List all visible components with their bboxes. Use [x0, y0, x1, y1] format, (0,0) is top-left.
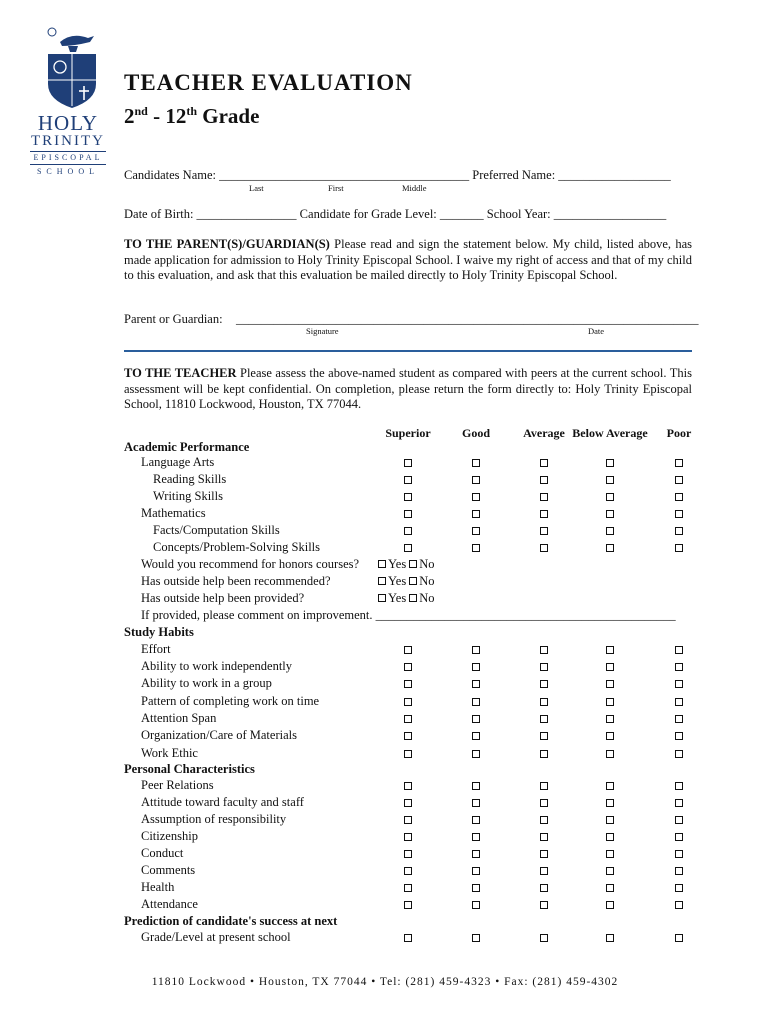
- grade-to-suffix: th: [186, 104, 198, 118]
- rating-checkbox-average[interactable]: [540, 799, 548, 807]
- rating-checkbox-below-average[interactable]: [606, 850, 614, 858]
- rating-checkbox-average[interactable]: [540, 732, 548, 740]
- row-label: Health: [141, 880, 175, 894]
- rating-checkbox-poor[interactable]: [675, 459, 683, 467]
- row-label: Reading Skills: [153, 472, 227, 486]
- row-label: Would you recommend for honors courses?: [141, 557, 360, 571]
- rating-checkbox-good[interactable]: [472, 476, 480, 484]
- rating-checkbox-good[interactable]: [472, 782, 480, 790]
- rating-checkbox-poor[interactable]: [675, 850, 683, 858]
- parent-text: Please read and sign the statement below. My child, listed above, has made application for admission to Holy Trinity Episcopal School. I waive my right of access and that of my child to this evaluation, and ask that this evaluation be mailed directly to Holy Trinity Episcopal School.: [124, 237, 693, 282]
- row-label: Concepts/Problem-Solving Skills: [153, 540, 321, 554]
- middle-name-caption: Middle: [402, 183, 427, 193]
- yes-no-options: [378, 574, 434, 589]
- rating-checkbox-poor[interactable]: [675, 476, 683, 484]
- dob-grade-year-field[interactable]: Date of Birth: ________________ Candidate for Grade Level: _______ School Year: __________________: [124, 207, 667, 221]
- rating-checkbox-average[interactable]: [540, 934, 548, 942]
- row-label: Has outside help been provided?: [141, 591, 305, 605]
- rating-checkbox-superior[interactable]: [404, 934, 412, 942]
- rating-checkbox-poor[interactable]: [675, 799, 683, 807]
- teacher-text: Please assess the above-named student as compared with peers at the current school. This assessment will be kept confidential. On completion, please return the form directly to: Holy Trinity Episcopal School, 11810 Lockwood, Houston, TX 77044.: [124, 366, 692, 411]
- date-caption: Date: [588, 326, 605, 336]
- school-name-episcopal: EPISCOPAL: [30, 151, 106, 165]
- rating-checkbox-average[interactable]: [540, 901, 548, 909]
- row-label: Attention Span: [141, 711, 217, 725]
- rating-checkbox-superior[interactable]: [404, 646, 412, 654]
- rating-checkbox-good[interactable]: [472, 715, 480, 723]
- rating-checkbox-good[interactable]: [472, 663, 480, 671]
- rating-checkbox-below-average[interactable]: [606, 663, 614, 671]
- row-label: Grade/Level at present school: [141, 930, 291, 944]
- yes-checkbox[interactable]: [378, 560, 386, 568]
- rating-checkbox-below-average[interactable]: [606, 698, 614, 706]
- row-label: Mathematics: [141, 506, 206, 520]
- rating-checkbox-below-average[interactable]: [606, 934, 614, 942]
- parent-statement: [124, 237, 692, 284]
- rating-checkbox-superior[interactable]: [404, 510, 412, 518]
- rating-checkbox-below-average[interactable]: [606, 493, 614, 501]
- rating-checkbox-below-average[interactable]: [606, 476, 614, 484]
- rating-checkbox-poor[interactable]: [675, 715, 683, 723]
- no-checkbox[interactable]: [409, 577, 417, 585]
- rating-checkbox-good[interactable]: [472, 732, 480, 740]
- row-label[interactable]: If provided, please comment on improvement. ________________________________________________: [141, 608, 676, 622]
- rating-checkbox-poor[interactable]: [675, 833, 683, 841]
- rating-checkbox-superior[interactable]: [404, 782, 412, 790]
- rating-checkbox-average[interactable]: [540, 663, 548, 671]
- school-name-trinity: TRINITY: [31, 133, 105, 149]
- rating-checkbox-below-average[interactable]: [606, 732, 614, 740]
- rating-checkbox-superior[interactable]: [404, 816, 412, 824]
- yes-label: Yes: [388, 557, 407, 571]
- rating-checkbox-poor[interactable]: [675, 680, 683, 688]
- last-name-caption: Last: [249, 183, 264, 193]
- rating-checkbox-superior[interactable]: [404, 544, 412, 552]
- rating-checkbox-poor[interactable]: [675, 816, 683, 824]
- yes-no-options: [378, 591, 434, 606]
- rating-checkbox-superior[interactable]: [404, 663, 412, 671]
- rating-checkbox-below-average[interactable]: [606, 867, 614, 875]
- parent-heading: TO THE PARENT(S)/GUARDIAN(S): [124, 237, 330, 251]
- school-name-holy: HOLY: [37, 111, 99, 135]
- rating-checkbox-average[interactable]: [540, 459, 548, 467]
- rating-checkbox-good[interactable]: [472, 646, 480, 654]
- rating-checkbox-poor[interactable]: [675, 527, 683, 535]
- rating-checkbox-poor[interactable]: [675, 732, 683, 740]
- rating-checkbox-good[interactable]: [472, 884, 480, 892]
- rating-checkbox-poor[interactable]: [675, 646, 683, 654]
- rating-checkbox-good[interactable]: [472, 934, 480, 942]
- rating-checkbox-good[interactable]: [472, 833, 480, 841]
- rating-checkbox-average[interactable]: [540, 884, 548, 892]
- rating-checkbox-good[interactable]: [472, 510, 480, 518]
- rating-checkbox-average[interactable]: [540, 510, 548, 518]
- rating-checkbox-superior[interactable]: [404, 459, 412, 467]
- rating-checkbox-good[interactable]: [472, 799, 480, 807]
- rating-checkbox-below-average[interactable]: [606, 799, 614, 807]
- rating-checkbox-superior[interactable]: [404, 476, 412, 484]
- yes-checkbox[interactable]: [378, 594, 386, 602]
- row-label: Attendance: [141, 897, 198, 911]
- rating-checkbox-below-average[interactable]: [606, 750, 614, 758]
- rating-checkbox-below-average[interactable]: [606, 510, 614, 518]
- no-checkbox[interactable]: [409, 594, 417, 602]
- signature-caption: Signature: [306, 326, 339, 336]
- column-header-average: Average: [523, 426, 565, 440]
- rating-checkbox-superior[interactable]: [404, 732, 412, 740]
- footer-address: 11810 Lockwood • Houston, TX 77044 • Tel: (281) 459-4323 • Fax: (281) 459-4302: [151, 976, 619, 988]
- yes-checkbox[interactable]: [378, 577, 386, 585]
- rating-checkbox-superior[interactable]: [404, 799, 412, 807]
- rating-checkbox-below-average[interactable]: [606, 527, 614, 535]
- rating-checkbox-below-average[interactable]: [606, 544, 614, 552]
- rating-checkbox-poor[interactable]: [675, 750, 683, 758]
- rating-checkbox-average[interactable]: [540, 782, 548, 790]
- rating-checkbox-superior[interactable]: [404, 715, 412, 723]
- rating-checkbox-good[interactable]: [472, 544, 480, 552]
- rating-checkbox-superior[interactable]: [404, 527, 412, 535]
- rating-checkbox-average[interactable]: [540, 544, 548, 552]
- rating-checkbox-superior[interactable]: [404, 884, 412, 892]
- rating-checkbox-average[interactable]: [540, 715, 548, 723]
- parent-signature-label: Parent or Guardian:: [124, 312, 223, 326]
- parent-signature-line[interactable]: __________________________________________________________________________: [236, 312, 699, 326]
- row-label: Organization/Care of Materials: [141, 728, 297, 742]
- rating-checkbox-below-average[interactable]: [606, 884, 614, 892]
- rating-checkbox-superior[interactable]: [404, 833, 412, 841]
- rating-checkbox-below-average[interactable]: [606, 715, 614, 723]
- teacher-statement: [124, 366, 692, 413]
- grade-from: 2: [124, 104, 135, 128]
- yes-label: Yes: [388, 591, 407, 605]
- rating-checkbox-below-average[interactable]: [606, 816, 614, 824]
- row-label: Conduct: [141, 846, 184, 860]
- rating-checkbox-below-average[interactable]: [606, 782, 614, 790]
- rating-checkbox-average[interactable]: [540, 527, 548, 535]
- rating-checkbox-below-average[interactable]: [606, 680, 614, 688]
- rating-checkbox-below-average[interactable]: [606, 901, 614, 909]
- row-label: Pattern of completing work on time: [141, 694, 320, 708]
- grade-separator: - 12: [147, 104, 187, 128]
- row-label: Facts/Computation Skills: [153, 523, 280, 537]
- no-label: No: [419, 557, 435, 571]
- yes-no-options: [378, 557, 434, 572]
- rating-checkbox-good[interactable]: [472, 527, 480, 535]
- rating-checkbox-poor[interactable]: [675, 867, 683, 875]
- rating-checkbox-good[interactable]: [472, 816, 480, 824]
- row-label: Comments: [141, 863, 196, 877]
- row-label: Language Arts: [141, 455, 215, 469]
- no-checkbox[interactable]: [409, 560, 417, 568]
- row-label: Peer Relations: [141, 778, 214, 792]
- rating-checkbox-good[interactable]: [472, 850, 480, 858]
- school-name-school: SCHOOL: [36, 167, 99, 176]
- row-label: Has outside help been recommended?: [141, 574, 331, 588]
- school-logo: [30, 26, 120, 179]
- form-title: TEACHER EVALUATION: [124, 70, 413, 95]
- rating-checkbox-good[interactable]: [472, 493, 480, 501]
- column-header-poor: Poor: [666, 426, 692, 440]
- rating-checkbox-poor[interactable]: [675, 544, 683, 552]
- rating-checkbox-average[interactable]: [540, 698, 548, 706]
- rating-checkbox-average[interactable]: [540, 750, 548, 758]
- rating-checkbox-superior[interactable]: [404, 901, 412, 909]
- section-heading: Personal Characteristics: [124, 762, 255, 776]
- rating-checkbox-poor[interactable]: [675, 663, 683, 671]
- grade-from-suffix: nd: [134, 104, 148, 118]
- section-heading: Study Habits: [124, 625, 194, 639]
- rating-checkbox-poor[interactable]: [675, 901, 683, 909]
- row-label: Ability to work in a group: [141, 676, 272, 690]
- rating-checkbox-average[interactable]: [540, 646, 548, 654]
- rating-checkbox-good[interactable]: [472, 750, 480, 758]
- section-heading: Prediction of candidate's success at next: [124, 914, 338, 928]
- column-header-good: Good: [461, 426, 490, 440]
- rating-checkbox-superior[interactable]: [404, 698, 412, 706]
- rating-checkbox-below-average[interactable]: [606, 459, 614, 467]
- rating-checkbox-good[interactable]: [472, 901, 480, 909]
- no-label: No: [419, 574, 435, 588]
- row-label: Citizenship: [141, 829, 198, 843]
- rating-checkbox-superior[interactable]: [404, 867, 412, 875]
- rating-checkbox-poor[interactable]: [675, 782, 683, 790]
- rating-checkbox-below-average[interactable]: [606, 646, 614, 654]
- rating-checkbox-superior[interactable]: [404, 493, 412, 501]
- rating-checkbox-average[interactable]: [540, 493, 548, 501]
- rating-checkbox-good[interactable]: [472, 459, 480, 467]
- column-header-below-average: Below Average: [572, 426, 648, 440]
- rating-checkbox-good[interactable]: [472, 867, 480, 875]
- rating-checkbox-average[interactable]: [540, 867, 548, 875]
- rating-checkbox-poor[interactable]: [675, 934, 683, 942]
- yes-label: Yes: [388, 574, 407, 588]
- rating-checkbox-average[interactable]: [540, 816, 548, 824]
- rating-checkbox-below-average[interactable]: [606, 833, 614, 841]
- school-crest-icon: [44, 26, 100, 110]
- column-header-superior: Superior: [385, 426, 431, 440]
- candidates-name-field[interactable]: Candidates Name: ________________________________________ Preferred Name: __________________: [124, 168, 671, 182]
- rating-checkbox-poor[interactable]: [675, 493, 683, 501]
- row-label: Work Ethic: [141, 746, 198, 760]
- rating-checkbox-poor[interactable]: [675, 884, 683, 892]
- rating-checkbox-poor[interactable]: [675, 698, 683, 706]
- row-label: Assumption of responsibility: [141, 812, 287, 826]
- grade-word: Grade: [197, 104, 260, 128]
- section-divider: [124, 350, 692, 352]
- no-label: No: [419, 591, 435, 605]
- row-label: Attitude toward faculty and staff: [141, 795, 304, 809]
- rating-checkbox-superior[interactable]: [404, 850, 412, 858]
- rating-checkbox-average[interactable]: [540, 476, 548, 484]
- rating-checkbox-good[interactable]: [472, 698, 480, 706]
- rating-checkbox-superior[interactable]: [404, 680, 412, 688]
- grade-range: [124, 104, 259, 129]
- rating-checkbox-average[interactable]: [540, 833, 548, 841]
- rating-checkbox-poor[interactable]: [675, 510, 683, 518]
- rating-checkbox-superior[interactable]: [404, 750, 412, 758]
- row-label: Ability to work independently: [141, 659, 293, 673]
- first-name-caption: First: [328, 183, 344, 193]
- row-label: Effort: [141, 642, 171, 656]
- rating-checkbox-good[interactable]: [472, 680, 480, 688]
- rating-checkbox-average[interactable]: [540, 680, 548, 688]
- rating-checkbox-average[interactable]: [540, 850, 548, 858]
- row-label: Writing Skills: [153, 489, 223, 503]
- teacher-heading: TO THE TEACHER: [124, 366, 237, 380]
- section-heading: Academic Performance: [124, 440, 250, 454]
